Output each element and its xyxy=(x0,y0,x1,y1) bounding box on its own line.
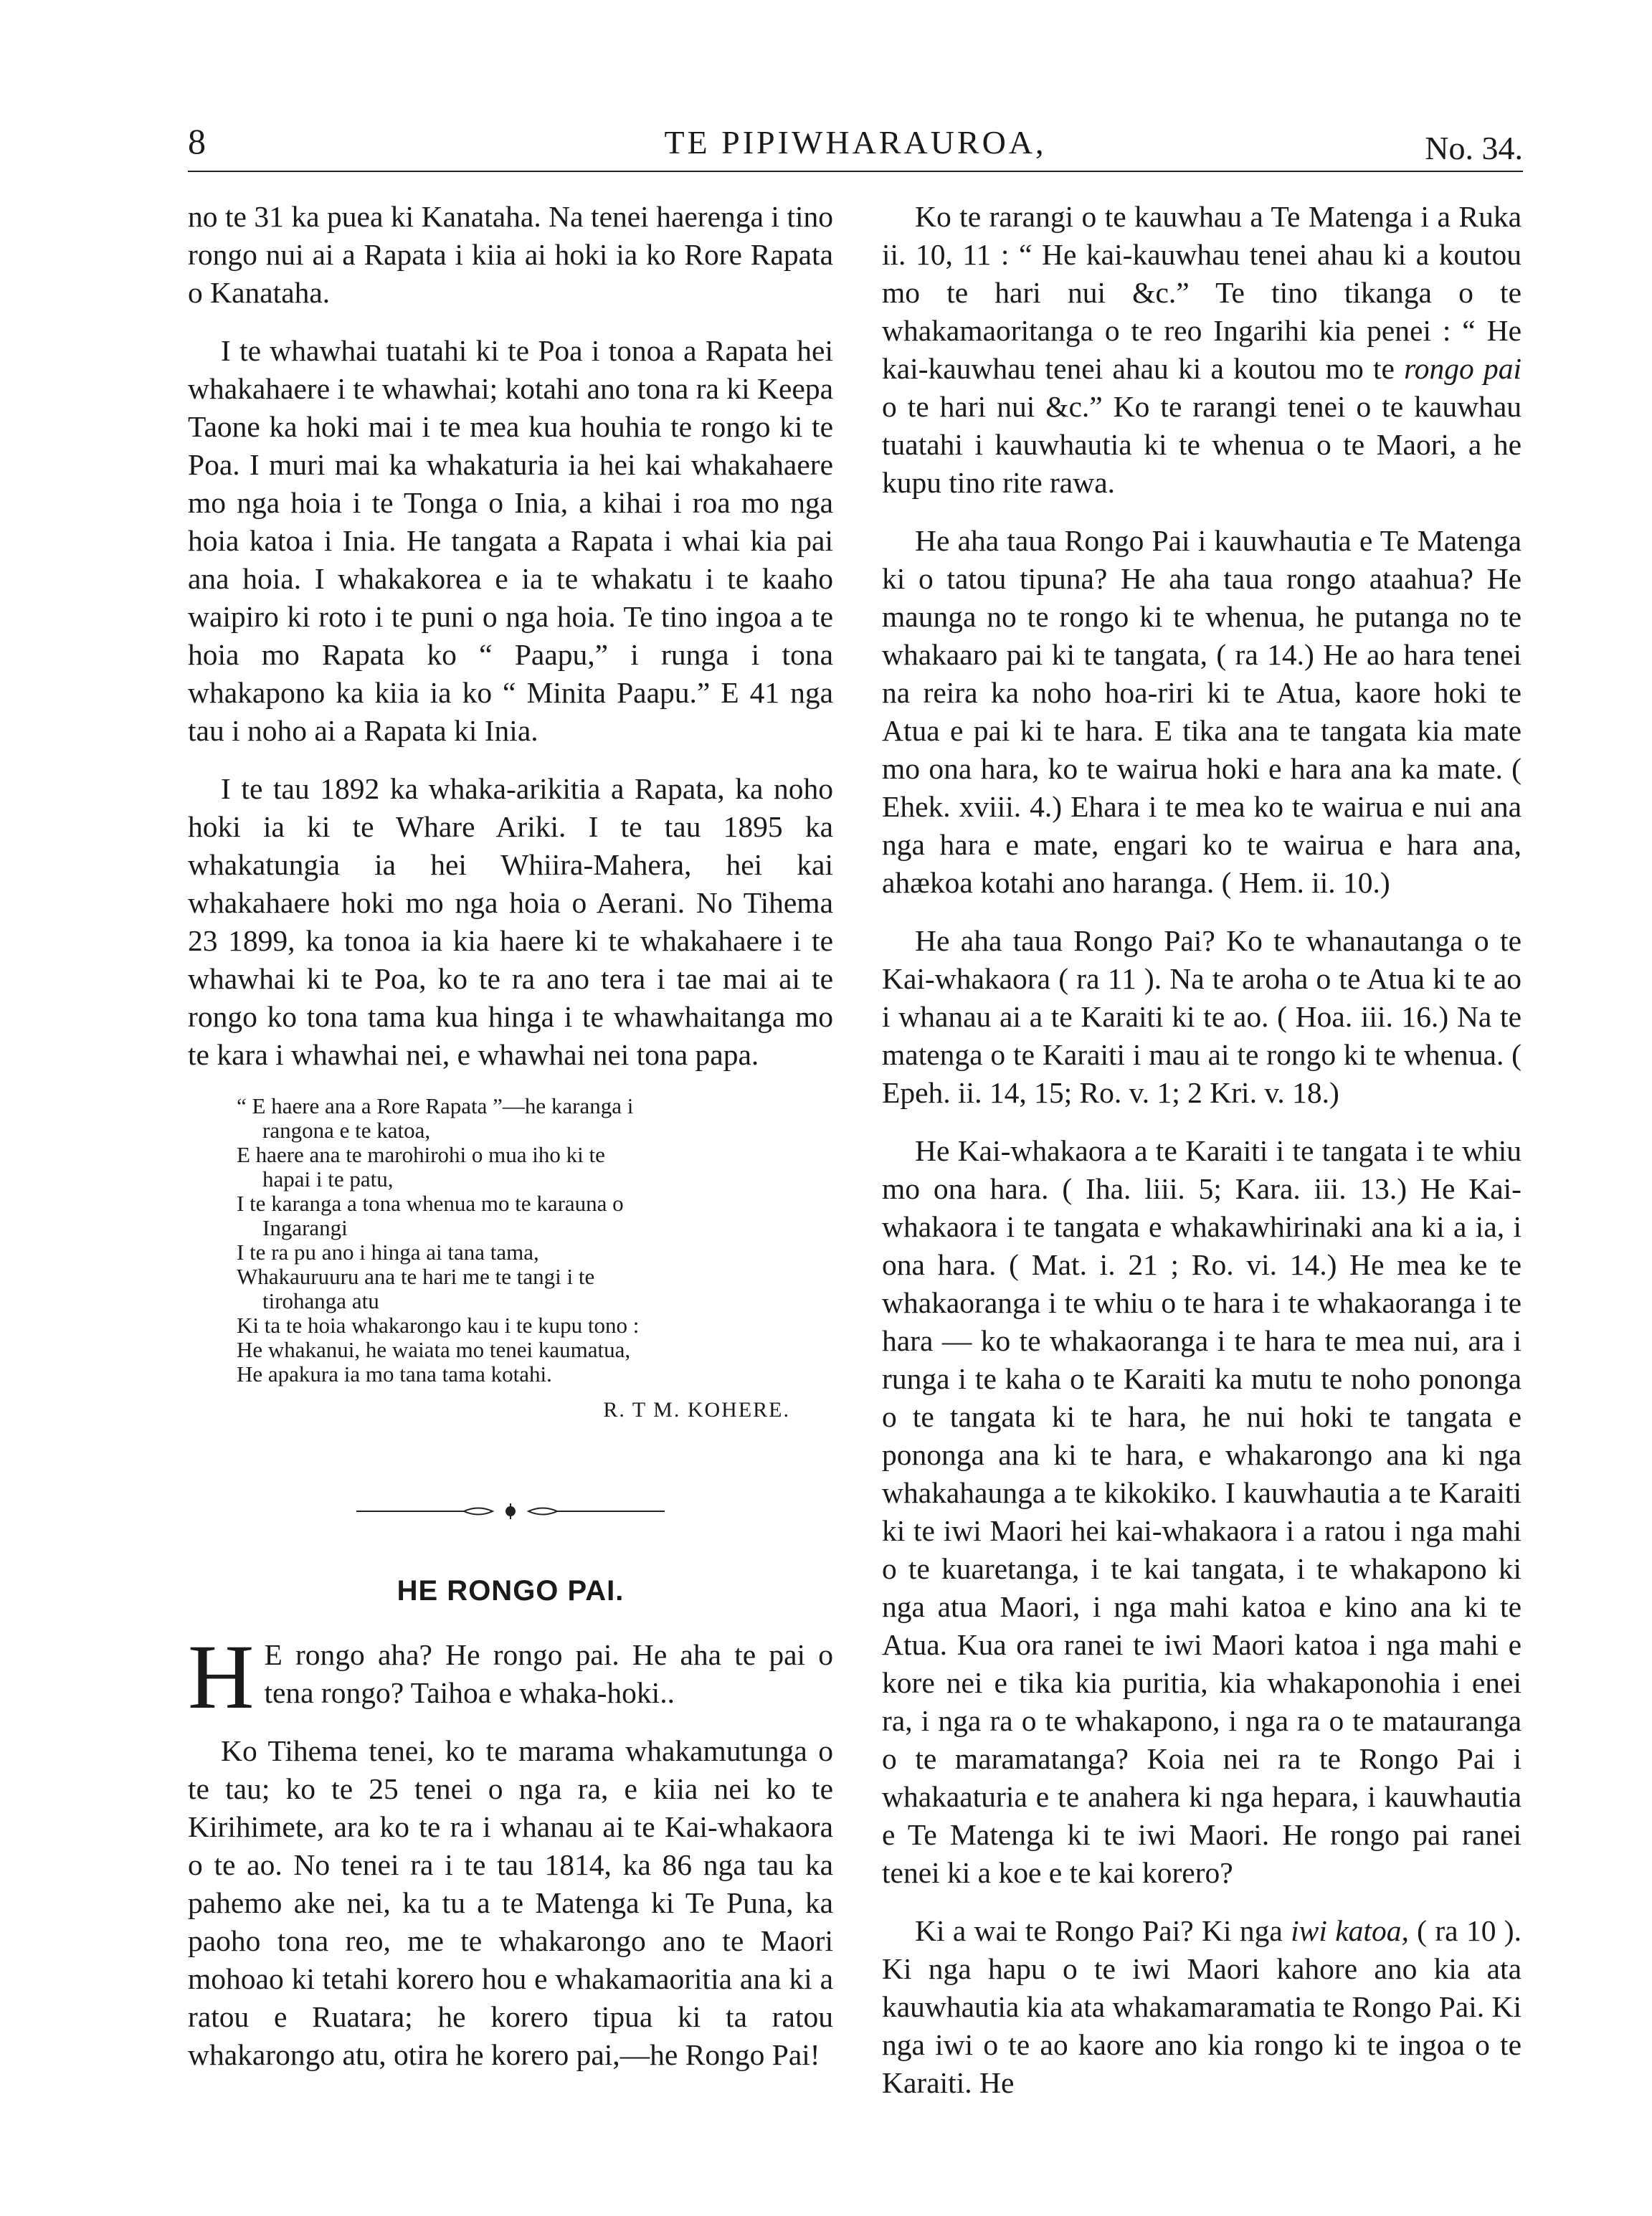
italic-text: iwi katoa, xyxy=(1291,1914,1409,1947)
drop-cap: H xyxy=(188,1626,255,1728)
paragraph: no te 31 ka puea ki Kanataha. Na tenei haerenga i tino rongo nui ai a Rapata i kiia ai hoki ia ko Rore Rapata o Kanataha. xyxy=(188,200,833,309)
right-column xyxy=(882,198,1522,2122)
text-run: ( ra 10 ). Ki nga hapu o te iwi Maori kahore ano kia ata kauwhautia kia ata whakamaramatia te Rongo Pai. Ki nga iwi o te ao kaore ano kia rongo ki te ingoa o te Karaiti. He xyxy=(882,1914,1522,2099)
poem-line: He whakanui, he waiata mo tenei kaumatua, xyxy=(237,1337,631,1362)
author-signature: R. T M. KOHERE. xyxy=(603,1398,790,1422)
paragraph xyxy=(882,1912,1522,2102)
page-header xyxy=(188,120,1523,172)
paragraph: I te tau 1892 ka whaka-arikitia a Rapata, ka noho hoki ia ki te Whare Ariki. I te tau 1895 ka whakatungia ia hei Whiira-Mahera, hei kai whakahaere hoki mo nga hoia o Aerani. No Tihema 23 1899, ka tonoa ia kia haere ki te whakahaere i te whawhai ki te Poa, ko te ra ano tera i tae mai ai te rongo ko tona tama kua hinga i te whawhaitanga mo te kara i whawhai nei, e whawhai nei tona papa. xyxy=(188,772,833,1071)
poem-line: E haere ana te marohirohi o mua iho ki te xyxy=(237,1142,605,1167)
text-run: Ko te rarangi o te kauwhau a Te Matenga i a Ruka ii. 10, 11 : “ He kai-kauwhau tenei ahau ki a koutou mo te hari nui &c.” Te tino tikanga o te whakamaoritanga o te reo Ingarihi kia penei : “ He kai-kauwhau tenei ahau ki a koutou mo te xyxy=(882,200,1522,385)
poem-line: “ E haere ana a Rore Rapata ”—he karanga i xyxy=(237,1093,634,1118)
text-run: Ki a wai te Rongo Pai? Ki nga xyxy=(915,1914,1291,1947)
page-number: 8 xyxy=(188,121,206,161)
paragraph: Ko Tihema tenei, ko te marama whakamutunga o te tau; ko te 25 tenei o nga ra, e kiia nei ko te Kirihimete, ara ko te ra i whanau ai te Kai-whakaora o te ao. No tenei ra i te tau 1814, ka 86 nga tau ka pahemo ake nei, ka tu a te Matenga ki Te Puna, ka paoho tona reo, me te whakarongo ano te Maori mohoao ki tetahi korero hou e whakamaoritia ana ki a ratou e Ruatara; he korero tipua ki ta ratou whakarongo atu, otira he korero pai,—he Rongo Pai! xyxy=(188,1734,833,2071)
paragraph xyxy=(882,198,1522,502)
poem-line: Whakauruuru ana te hari me te tangi i te xyxy=(237,1264,595,1289)
poem-line: I te karanga a tona whenua mo te karauna o xyxy=(237,1191,624,1216)
paragraph: He aha taua Rongo Pai i kauwhautia e Te Matenga ki o tatou tipuna? He aha taua rongo ataahua? He maunga no te rongo ki te whenua, he putanga no te whakaaro pai ki te tangata, ( ra 14.) He ao hara tenei na reira ka noho hoa-riri ki te Atua, kaore hoki te Atua e pai ki te hara. E tika ana te tangata kia mate mo ona hara, ko te wairua hoki e hara ana ka mate. ( Ehek. xviii. 4.) Ehara i te mea ko te wairua e nui ana nga hara e mate, engari ko te wairua e hara ana, ahækoa kotahi ano haranga. ( Hem. ii. 10.) xyxy=(882,524,1522,899)
poem-line: Ingarangi xyxy=(262,1215,348,1240)
newspaper-title: TE PIPIWHARAUROA, xyxy=(664,124,1047,161)
paragraph: He Kai-whakaora a te Karaiti i te tangata i te whiu mo ona hara. ( Iha. liii. 5; Kara. iii. 13.) He Kai-whakaora i te tangata e whakawhirinaki ana ki a ia, i ona hara. ( Mat. i. 21 ; Ro. vi. 14.) He mea ke te whakaoranga i te whiu o te hara i te whakaoranga i te hara — ko te whakaoranga i te hara te mea nui, ara i runga i te kaha o te Karaiti ka mutu te noho pononga o te tangata ki te hara, he nui hoki te tangata e pononga ana ki te hara, e whakarongo ana ki nga whakahaunga a te kikokiko. I kauwhautia a te Karaiti ki te iwi Maori hei kai-whakaora i a ratou i nga mahi o te kuaretanga, i te kai tangata, i te whakapono ki nga atua Maori, i nga mahi katoa e kino ana ki te Atua. Kua ora ranei te iwi Maori katoa i nga mahi e kore nei e tika kia puritia, kia whakaponohia i enei ra, i nga ra o te whakapono, i nga ra o te matauranga o te maramatanga? Koia nei ra te Rongo Pai i whakaaturia e te anahera ki nga hepara, i kauwhautia e Te Matenga ki te iwi Maori. He rongo pai ranei tenei ki a koe e te kai korero? xyxy=(882,1134,1522,1889)
left-column xyxy=(188,198,833,2094)
text-run: o te hari nui &c.” Ko te rarangi tenei o te kauwhau tuatahi i kauwhautia ki te whenua o te Maori, a he kupu tino rite rawa. xyxy=(882,390,1522,499)
poem-line: Ki ta te hoia whakarongo kau i te kupu tono : xyxy=(237,1313,640,1338)
paragraph: He aha taua Rongo Pai? Ko te whanautanga o te Kai-whakaora ( ra 11 ). Na te aroha o te Atua ki te ao i whanau ai a te Karaiti ki te ao. ( Hoa. iii. 16.) Na te matenga o te Karaiti i mau ai te rongo ki te whenua. ( Epeh. ii. 14, 15; Ro. v. 1; 2 Kri. v. 18.) xyxy=(882,924,1522,1109)
section-title: HE RONGO PAI. xyxy=(397,1575,625,1607)
paragraph: E rongo aha? He rongo pai. He aha te pai o tena rongo? Taihoa e whaka-hoki.. xyxy=(264,1638,833,1709)
paragraph: I te whawhai tuatahi ki te Poa i tonoa a Rapata hei whakahaere i te whawhai; kotahi ano tona ra ki Keepa Taone ka hoki mai i te mea kua houhia te rongo ki te Poa. I muri mai ka whakaturia ia hei kai whakahaere mo nga hoia i te Tonga o Inia, a kihai i roa mo nga hoia katoa i Inia. He tangata a Rapata i whai kia pai ana hoia. I whakakorea e ia te whakatu i te kaaho waipiro ki roto i te puni o nga hoia. Te tino ingoa a te hoia mo Rapata ko “ Paapu,” i runga i tona whakapono ka kiia ia ko “ Minita Paapu.” E 41 nga tau i noho ai a Rapata ki Inia. xyxy=(188,334,833,747)
italic-text: rongo pai xyxy=(1404,352,1522,385)
poem-line: tirohanga atu xyxy=(262,1288,379,1313)
issue-number: No. 34. xyxy=(1425,130,1523,166)
poem-line: hapai i te patu, xyxy=(262,1166,394,1192)
poem-line: He apakura ia mo tana tama kotahi. xyxy=(237,1361,552,1387)
poem-line: rangona e te katoa, xyxy=(262,1118,431,1143)
poem xyxy=(237,1094,833,1387)
ornament-divider xyxy=(356,1501,665,1522)
poem-line: I te ra pu ano i hinga ai tana tama, xyxy=(237,1240,539,1265)
